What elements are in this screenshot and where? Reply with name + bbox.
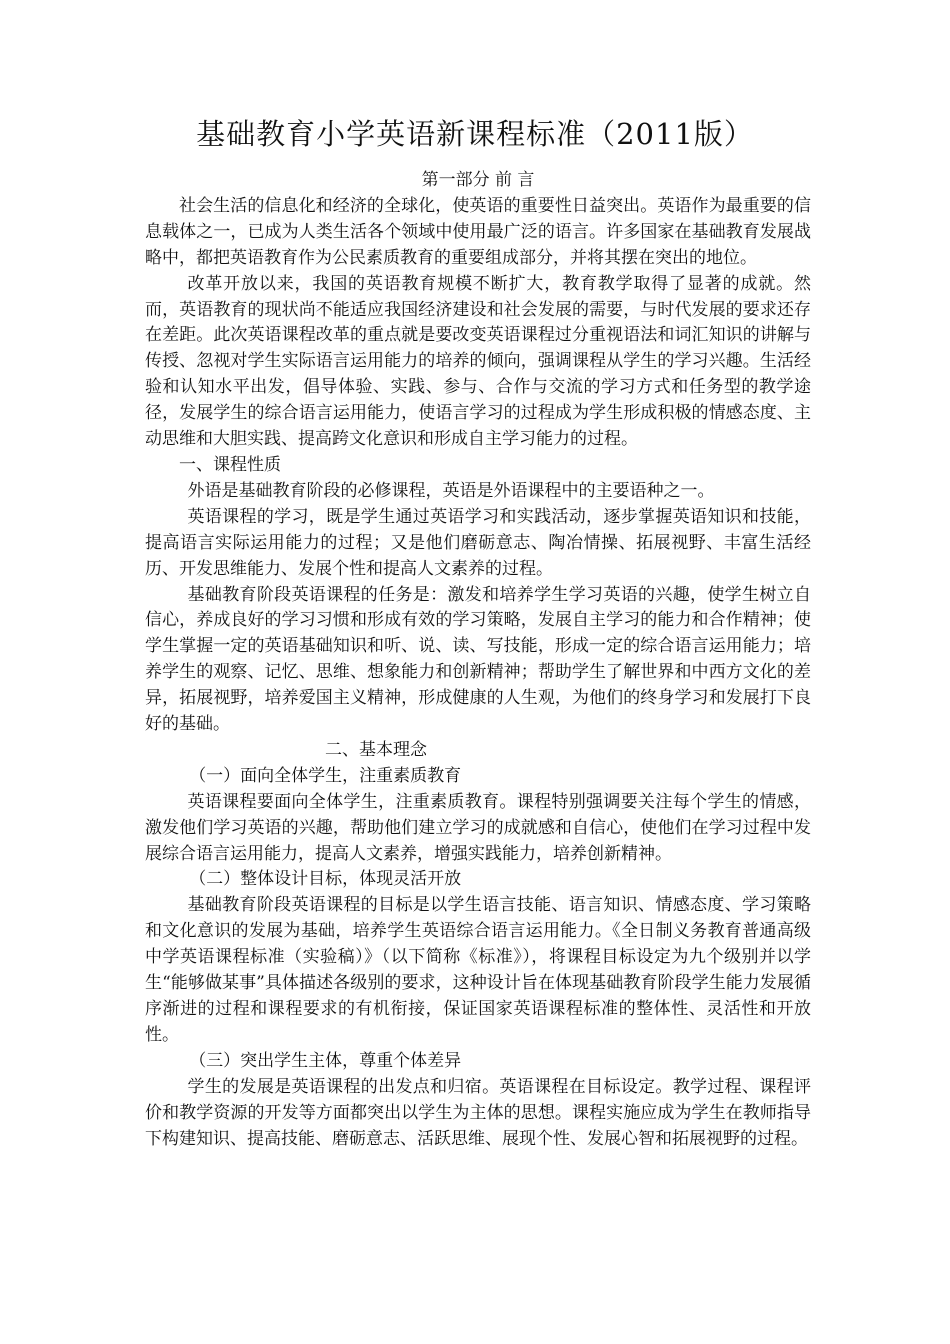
paragraph-3: 外语是基础教育阶段的必修课程，英语是外语课程中的主要语种之一。: [187, 480, 715, 501]
subsection-3-heading: （三）突出学生主体，尊重个体差异: [189, 1050, 462, 1071]
subsection-1-heading: （一）面向全体学生，注重素质教育: [189, 765, 462, 786]
paragraph-8: 学生的发展是英语课程的出发点和归宿。英语课程在目标设定。教学过程、课程评价和教学资源的开发等方面都突出以学生为主体的思想。课程实施应成为学生在教师指导下构建知识、提高技能、磨砺意志、活跃思维、展现个性、发展心智和拓展视野的过程。: [145, 1076, 811, 1149]
document-title: 基础教育小学英语新课程标准（2011版）: [196, 117, 754, 151]
paragraph-6: 英语课程要面向全体学生，注重素质教育。课程特别强调要关注每个学生的情感，激发他们学习英语的兴趣，帮助他们建立学习的成就感和自信心，使他们在学习过程中发展综合语言运用能力，提高人文素养，增强实践能力，培养创新精神。: [145, 791, 811, 864]
part-heading: 第一部分 前 言: [421, 170, 535, 190]
paragraph-1: 社会生活的信息化和经济的全球化，使英语的重要性日益突出。英语作为最重要的信息载体之一，已成为人类生活各个领域中使用最广泛的语言。许多国家在基础教育发展战略中，都把英语教育作为公民素质教育的重要组成部分，并将其摆在突出的地位。: [145, 195, 811, 268]
document-body: [145, 168, 811, 1152]
paragraph-4: 英语课程的学习，既是学生通过英语学习和实践活动，逐步掌握英语知识和技能，提高语言实际运用能力的过程；又是他们磨砺意志、陶冶情操、拓展视野、丰富生活经历、开发思维能力、发展个性和提高人文素养的过程。: [145, 506, 811, 579]
paragraph-7: 基础教育阶段英语课程的目标是以学生语言技能、语言知识、情感态度、学习策略和文化意识的发展为基础，培养学生英语综合语言运用能力。《全日制义务教育普通高级中学英语课程标准（实验稿）》（以下简称《标准》），将课程目标设定为九个级别并以学生“能够做某事”具体描述各级别的要求，这种设计旨在体现基础教育阶段学生能力发展循序渐进的过程和课程要求的有机衔接，保证国家英语课程标准的整体性、灵活性和开放性。: [145, 895, 811, 1045]
section-1-heading: 一、课程性质: [179, 454, 281, 475]
paragraph-5: 基础教育阶段英语课程的任务是：激发和培养学生学习英语的兴趣，使学生树立自信心，养成良好的学习习惯和形成有效的学习策略，发展自主学习的能力和合作精神；使学生掌握一定的英语基础知识和听、说、读、写技能，形成一定的综合语言运用能力；培养学生的观察、记忆、思维、想象能力和创新精神；帮助学生了解世界和中西方文化的差异，拓展视野，培养爱国主义精神，形成健康的人生观，为他们的终身学习和发展打下良好的基础。: [145, 584, 811, 735]
subsection-2-heading: （二）整体设计目标，体现灵活开放: [189, 869, 462, 890]
paragraph-2: 改革开放以来，我国的英语教育规模不断扩大，教育教学取得了显著的成就。然而，英语教育的现状尚不能适应我国经济建设和社会发展的需要，与时代发展的要求还存在差距。此次英语课程改革的重点就是要改变英语课程过分重视语法和词汇知识的讲解与传授、忽视对学生实际语言运用能力的培养的倾向，强调课程从学生的学习兴趣。生活经验和认知水平出发，倡导体验、实践、参与、合作与交流的学习方式和任务型的教学途径，发展学生的综合语言运用能力，使语言学习的过程成为学生形成积极的情感态度、主动思维和大胆实践、提高跨文化意识和形成自主学习能力的过程。: [145, 273, 811, 450]
section-2-heading: 二、基本理念: [325, 739, 427, 760]
